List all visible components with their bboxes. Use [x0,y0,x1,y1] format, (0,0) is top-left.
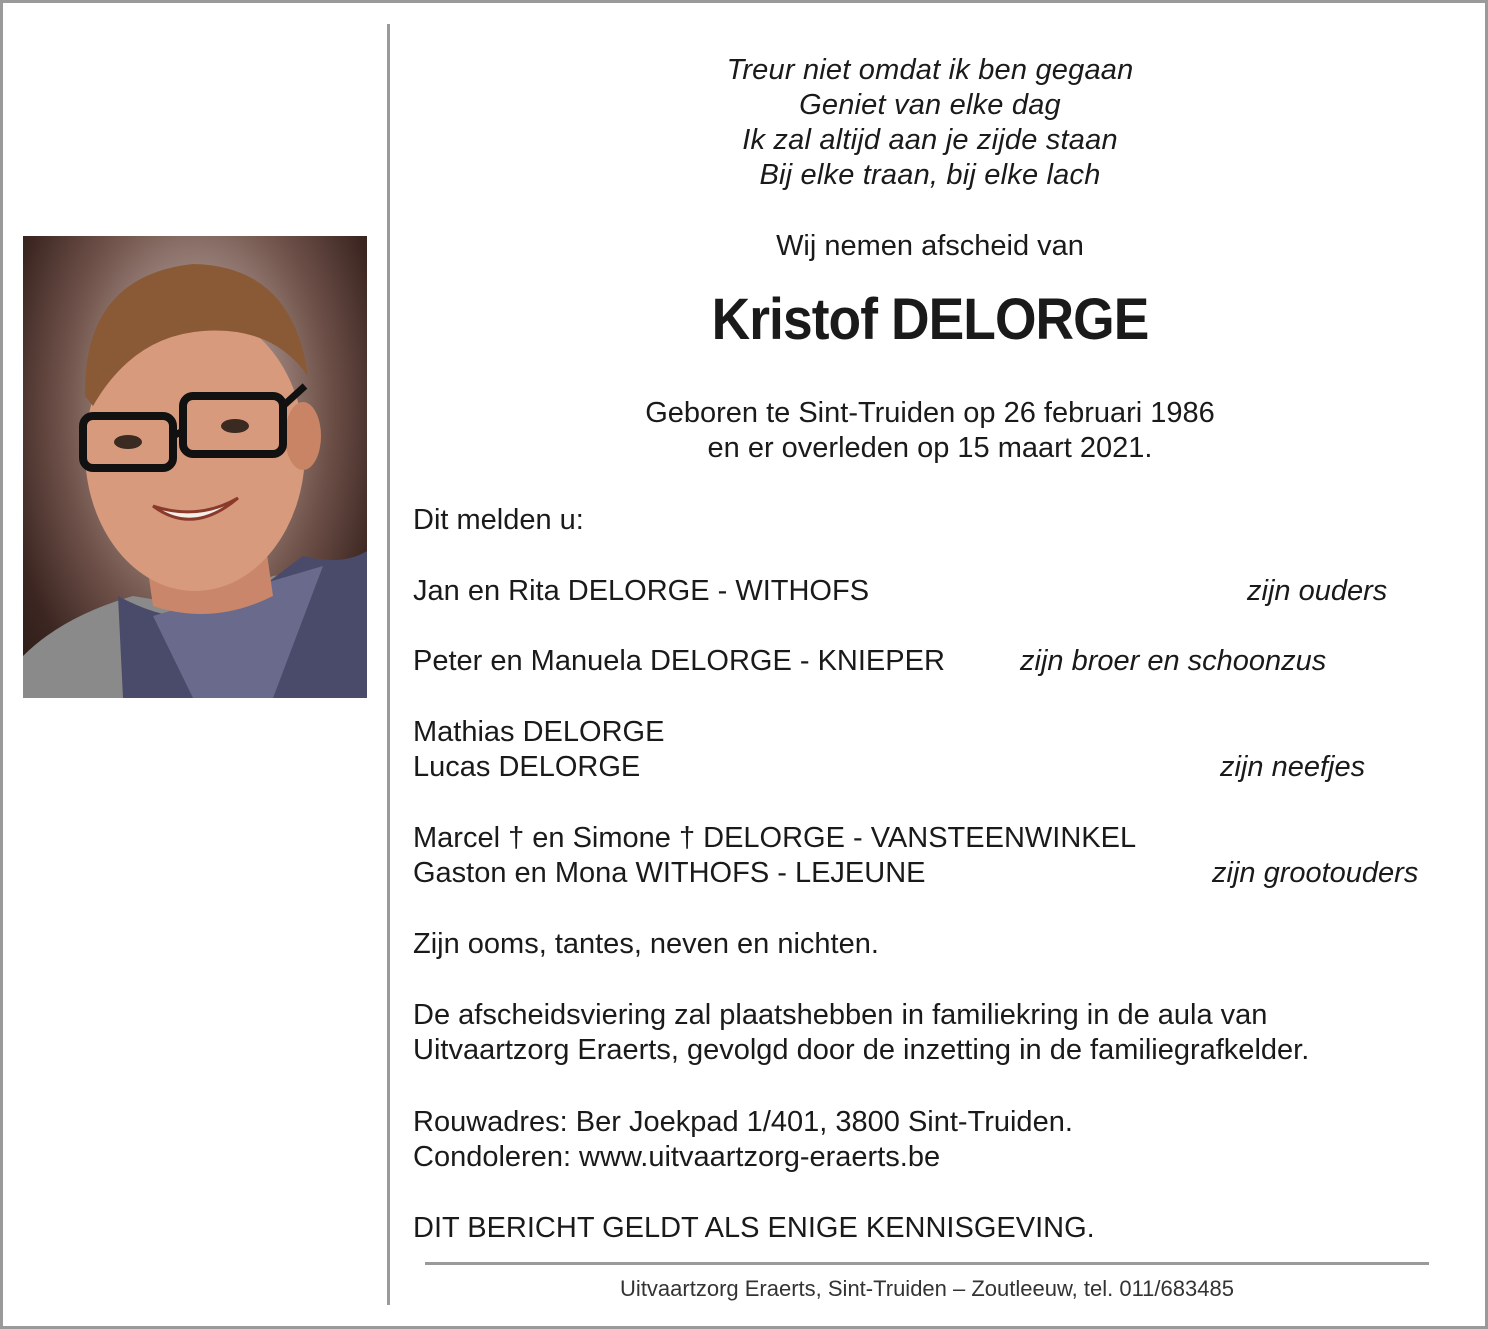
poem-line: Ik zal altijd aan je zijde staan [742,124,1118,156]
extended-family: Zijn ooms, tantes, neven en nichten. [413,928,879,960]
poem-line: Treur niet omdat ik ben gegaan [726,54,1134,86]
poem-line: Bij elke traan, bij elke lach [759,159,1101,191]
address-line: Rouwadres: Ber Joekpad 1/401, 3800 Sint-Truiden. [413,1106,1073,1138]
ceremony-text [413,998,1309,1068]
relative-name: Jan en Rita DELORGE - WITHOFS [413,575,870,607]
condolence-line: Condoleren: www.uitvaartzorg-eraerts.be [413,1141,941,1173]
relative-name: Lucas DELORGE [413,751,641,783]
relation-label: zijn grootouders [1212,857,1419,889]
poem-line: Geniet van elke dag [799,89,1061,121]
relative-name: Gaston en Mona WITHOFS - LEJEUNE [413,857,926,889]
footer-text: Uitvaartzorg Eraerts, Sint-Truiden – Zoutleeuw, tel. 011/683485 [620,1276,1234,1301]
relation-label: zijn ouders [1247,575,1388,607]
relation-label: zijn neefjes [1220,751,1366,783]
footer-divider [425,1262,1429,1265]
notice-text: DIT BERICHT GELDT ALS ENIGE KENNISGEVING. [413,1212,1095,1244]
relative-name: Peter en Manuela DELORGE - KNIEPER [413,645,945,677]
deceased-name: Kristof DELORGE [711,287,1149,352]
birth-line: Geboren te Sint-Truiden op 26 februari 1986 [645,397,1215,429]
portrait-photo [23,236,367,698]
relative-names [413,644,945,679]
relative-names [413,574,869,609]
relative-name: Mathias DELORGE [413,716,665,748]
ceremony-line: Uitvaartzorg Eraerts, gevolgd door de inzetting in de familiegrafkelder. [413,1034,1310,1066]
announce-text: Dit melden u: [413,504,584,536]
relative-name: Marcel † en Simone † DELORGE - VANSTEENWINKEL [413,822,1137,854]
vertical-divider [387,24,390,1305]
ceremony-line: De afscheidsviering zal plaatshebben in familiekring in de aula van [413,999,1268,1031]
relative-names [413,715,664,785]
intro-text: Wij nemen afscheid van [776,230,1084,262]
poem [440,53,1420,193]
relative-names [413,821,1136,891]
contact-text [413,1105,1073,1175]
death-line: en er overleden op 15 maart 2021. [707,432,1153,464]
birth-death-dates [440,396,1420,466]
relation-label: zijn broer en schoonzus [1020,645,1327,677]
